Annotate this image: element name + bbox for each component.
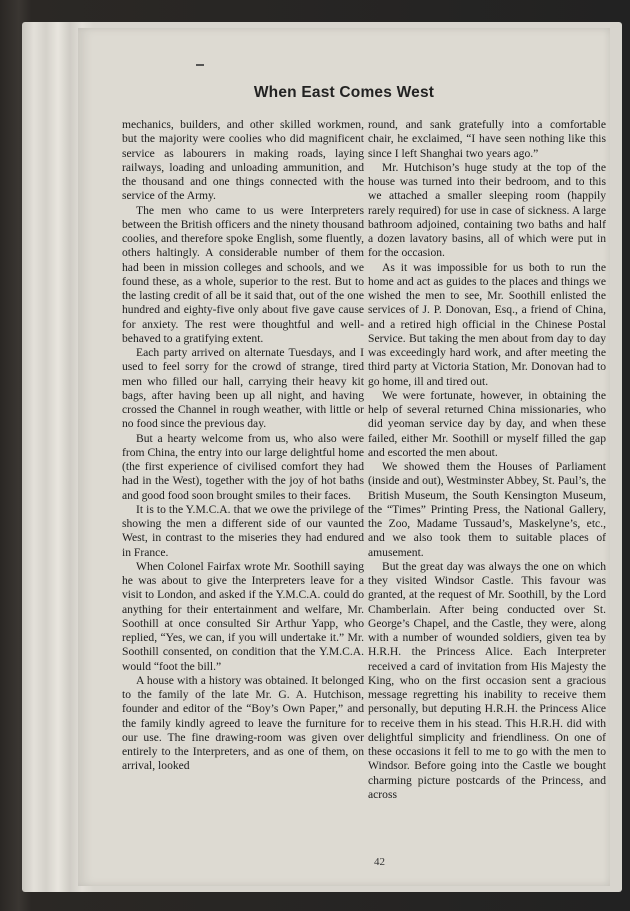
paragraph: A house with a history was obtained. It belonged to the family of the late Mr. G. A. Hutchison, founder and editor of the “Boy’s Own Paper,” and the family kindly agreed to leave the furniture for our use. The fine drawing-room was given over entirely to the Interpreters, and as one of them, on arrival, looked xyxy=(122,673,364,773)
paragraph: mechanics, builders, and other skilled workmen, but the majority were coolies who did magnificent service as labourers in making roads, laying railways, loading and unloading ammunition, and the thousand and one things connected with the service of the Army. xyxy=(122,118,364,203)
paragraph: Each party arrived on alternate Tuesdays, and I used to feel sorry for the crowd of strange, tired men who filled our hall, carrying their heavy kit bags, after having been up all night, and having crossed the Channel in rough weather, with little or no food since the previous day. xyxy=(122,346,364,431)
paragraph: The men who came to us were Interpreters between the British officers and the ninety thousand coolies, and therefore spoke English, some fluently, others haltingly. A considerable number of them had been in mission colleges and schools, and we found these, as a whole, superior to the rest. But to the lasting credit of all be it said that, out of the one hundred and eighty-five only about five gave cause for anxiety. The rest were thoughtful and well-behaved to a gratifying extent. xyxy=(122,203,364,345)
page-number: 42 xyxy=(374,856,385,868)
paragraph: round, and sank gratefully into a comfortable chair, he exclaimed, “I have seen nothing like this since I left Shanghai two years ago.” xyxy=(368,118,606,160)
ink-mark xyxy=(196,64,204,66)
paragraph: Mr. Hutchison’s huge study at the top of the house was turned into their bedroom, and to this we attached a smaller sleeping room (happily rarely required) for use in case of sickness. A large bathroom adjoined, containing two baths and half a dozen lavatory basins, all of which were put in for the occasion. xyxy=(368,160,606,260)
paragraph: When Colonel Fairfax wrote Mr. Soothill saying he was about to give the Interpreters leave for a visit to London, and asked if the Y.M.C.A. could do anything for their entertainment and welfare, Mr. Soothill at once consulted Sir Arthur Yapp, who replied, “Yes, we can, if you will undertake it.” Mr. Soothill consented, on condition that the Y.M.C.A. would “foot the bill.” xyxy=(122,559,364,673)
paragraph: But a hearty welcome from us, who also were from China, the entry into our large delightful home (the first experience of civilised comfort they had had in the West), together with the joy of hot baths and good food soon brought smiles to their faces. xyxy=(122,431,364,502)
paragraph: It is to the Y.M.C.A. that we owe the privilege of showing the men a different side of our vaunted West, in contrast to the miseries they had endured in France. xyxy=(122,502,364,559)
paragraph: But the great day was always the one on which they visited Windsor Castle. This favour was granted, at the request of Mr. Soothill, by the Lord Chamberlain. After being conducted over St. George’s Chapel, and the Castle, they were, along with a number of wounded soldiers, given tea by H.R.H. the Princess Alice. Each Interpreter received a card of invitation from His Majesty the King, who on the first occasion sent a gracious message regretting his inability to receive them personally, but deputing H.R.H. the Princess Alice to receive them in his stead. This H.R.H. did with delightful simplicity and friendliness. On one of these occasions it fell to me to go with the men to Windsor. Before going into the Castle we bought charming picture postcards of the Princess, and across xyxy=(368,559,606,801)
right-column xyxy=(368,118,606,858)
book-page xyxy=(78,28,610,886)
paragraph: We showed them the Houses of Parliament (inside and out), Westminster Abbey, St. Paul’s, the British Museum, the South Kensington Museum, the “Times” Printing Press, the National Gallery, the Zoo, Madame Tussaud’s, Maskelyne’s, etc., and we also took them to suitable places of amusement. xyxy=(368,460,606,559)
page-title: When East Comes West xyxy=(253,84,435,101)
paragraph: We were fortunate, however, in obtaining the help of several returned China missionaries, who did yeoman service day by day, and when these failed, either Mr. Soothill or myself filled the gap and escorted the men about. xyxy=(368,388,606,459)
left-column xyxy=(122,118,364,858)
paragraph: As it was impossible for us both to run the home and act as guides to the places and things we wished the men to see, Mr. Soothill enlisted the services of J. P. Donovan, Esq., a friend of China, and a retired high official in the Chinese Postal Service. But taking the men about from day to day was exceedingly hard work, and after meeting the third party at Victoria Station, Mr. Donovan had to go home, ill and tired out. xyxy=(368,260,606,388)
